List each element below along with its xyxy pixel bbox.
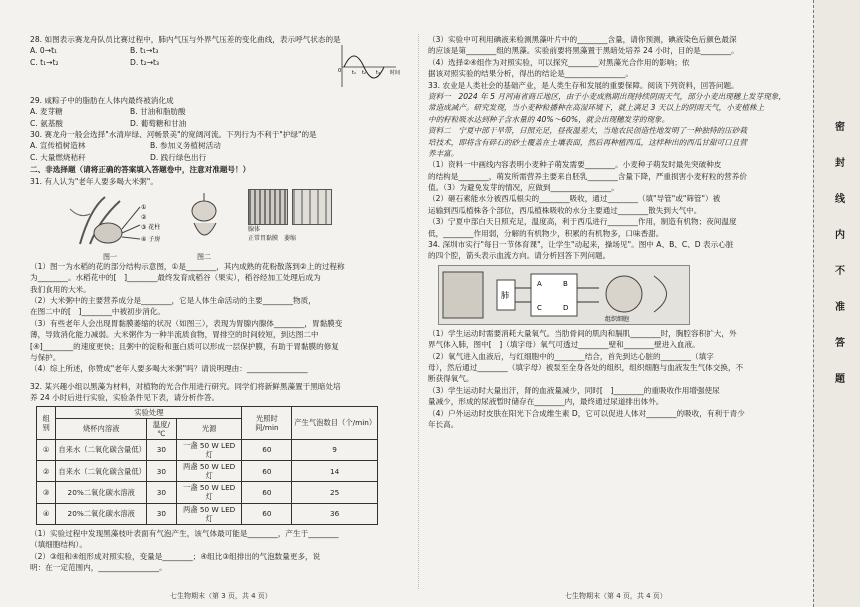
fig2-caption: 图二: [197, 253, 211, 262]
q31-part3d: 与保护。: [30, 353, 61, 363]
q32-part3: （3）实验中可利用碘液来检测黑藻叶片中的________含量，请你预测，碘液染色后颜色最深: [428, 35, 737, 44]
cell: 14: [292, 461, 378, 482]
cell: 60: [242, 439, 292, 460]
q32-part4: （4）选择②④组作为对照实验，可以探究________对黑藻光合作用的影响；依: [428, 57, 690, 67]
seal-char: 答: [835, 338, 845, 349]
q33-part3: （3）宁夏中部白天日照充足，温度高，利于西瓜进行________作用，制造有机物；夜间温度: [428, 217, 737, 227]
seal-char: 密: [835, 122, 845, 133]
q28-option-c[interactable]: C. t₁→t₂: [30, 57, 59, 67]
cell: 一盏 50 W LED 灯: [176, 482, 242, 503]
q31-part3b: 薄，导致消化能力减弱。大米粥作为一种半流质食物，胃排空的时间较短，到达图二中: [30, 330, 319, 340]
q31-part1b: 为________。水稻花中的[ ]________最终发育成稻谷（果实），稻谷经加工处理后成为: [30, 273, 321, 283]
q28-options: [30, 45, 230, 94]
table-row: [37, 503, 378, 524]
seal-line-strip: [813, 0, 860, 607]
q31-part3c: [④]________的速度更快；且粥中的淀粉和蛋白质可以形成一层保护膜，有助于胃黏膜的修复: [30, 341, 339, 351]
fig1-label-2: ②: [141, 213, 147, 221]
q32-part3b: 的应该是第________组的黑藻。实验前要将黑藻置于黑暗处培养 24 小时，目的是________。: [428, 46, 739, 56]
column-divider: [418, 34, 419, 589]
q32-part2b: 明：在一定范围内，________________。: [30, 562, 167, 572]
digestive-system-diagram: [174, 189, 234, 249]
q34-part3b: 量减少，形成的尿液暂时储存在________内，最终通过尿道排出体外。: [428, 397, 664, 407]
cell: 20%二氧化碳水溶液: [56, 503, 147, 524]
seal-char: 题: [835, 374, 845, 385]
q33-part1c: 值。（3）为避免发芽的情况，应做到________________。: [428, 183, 619, 193]
q32-part4b: 据该对照实验的结果分析，得出的结论是________________。: [428, 69, 634, 79]
chart-tick-t2: t₂: [362, 70, 366, 77]
q31-part2b: 在图二中的[ ]________中被初步消化。: [30, 307, 166, 317]
q34-part2: （2）氧气进入血液后，与红细胞中的________结合，首先到达心脏的________（填字: [428, 351, 714, 361]
q33-part1: （1）资料一中画线内容表明小麦种子萌发需要________。小麦种子萌发时最先突破种皮: [428, 160, 722, 170]
q30-stem: 30. 赛龙舟一般会选择"水清岸绿、河畅景美"的宽阔河流。下列行为不利于"护绿"的是: [30, 129, 317, 139]
q33-part2b: 运输到西瓜植株各个部位，西瓜植株吸收的水分主要通过________散失到大气中。: [428, 205, 702, 215]
fig1-label-4: ④ 子房: [141, 235, 160, 243]
cell: 60: [242, 461, 292, 482]
seal-line-text: [834, 110, 846, 398]
cell: 30: [147, 439, 177, 460]
fig3-label-gland: 腺体: [248, 225, 261, 233]
cell: 30: [147, 503, 177, 524]
chart-tick-t3: t₃: [376, 70, 380, 77]
q30-options: [30, 140, 270, 163]
q33-part3b: 低，________作用弱，分解的有机物少，积累的有机物多，口味香甜。: [428, 228, 664, 238]
q34-part1b: 界气体入肺，图中[ ]（填字母）氧气可透过________壁和________壁进入血液。: [428, 340, 700, 350]
section-2-heading: 二、非选择题（请将正确的答案填入答题卷中，注意对准题号！）: [30, 165, 251, 175]
th-light-source: 光源: [176, 418, 242, 439]
q28-stem: 28. 如图表示赛龙舟队员比赛过程中，肺内气压与外界气压差的变化曲线，表示呼气状态的是: [30, 35, 341, 44]
q34-part4: （4）户外运动时皮肤在阳光下合成维生素 D，它可以促进人体对________的吸收，有利于青少: [428, 408, 745, 418]
seal-char: 线: [835, 194, 845, 205]
page-footer-right: 七生物期末（第 4 页，共 4 页）: [565, 592, 667, 600]
q29-stem: 29. 咸粽子中的脂肪在人体内最终被消化成: [30, 95, 174, 105]
q33-material1: 资料一 2024 年 5 月河南省商丘地区，由于小麦成熟期出现持续阴雨天气，部分小麦出现穗上发芽现象，: [428, 91, 786, 101]
q31-part2: （2）大米粥中的主要营养成分是________，它是人体生命活动的主要________物质，: [30, 296, 316, 306]
cell: 60: [242, 503, 292, 524]
q32-stem2: 养 24 小时后进行实验，实验条件见下表，请分析作答。: [30, 393, 220, 403]
q28-option-d[interactable]: D. t₂→t₃: [130, 57, 160, 67]
q33-material2c: 养丰富。: [428, 148, 459, 158]
cell: 自来水（二氧化碳含量低）: [56, 461, 147, 482]
chamber-a-label: A: [537, 279, 542, 288]
q33-part1b: 的结构是________，萌发所需营养主要来自胚乳________含量下降，严重损害小麦籽粒的营养价: [428, 171, 747, 181]
right-column: [428, 34, 802, 430]
q32-stem: 32. 某兴趣小组以黑藻为材料，对植物的光合作用进行研究。同学们将新鲜黑藻置于黑暗处培: [30, 381, 341, 391]
q33-material1c: 中的籽粒吸水达到种子含水量的 40%～60%，就会出现穗发芽的现象。: [428, 114, 670, 124]
seal-char: 封: [835, 158, 845, 169]
table-row: [37, 482, 378, 503]
chart-tick-t1: t₁: [352, 70, 356, 77]
q31-part1: （1）图一为水稻的花的部分结构示意图，①是________，其内成熟的花粉散落到②上的过程称: [30, 261, 345, 271]
q28-block: [30, 45, 408, 94]
chamber-d-label: D: [563, 303, 569, 312]
cell: ①: [37, 439, 56, 460]
q33-part2: （2）砸石素能水分被西瓜根尖的________吸收，通过________（填"导管"或"筛管"）被: [428, 194, 721, 204]
q34-part1: （1）学生运动时需要消耗大量氧气。当肋骨间的肌肉和膈肌________时，胸腔容积扩大，外: [428, 328, 737, 338]
q33-stem: 33. 农业是人类社会的基础产业，是人类生存和发展的重要保障。阅读下列资料，回答问题。: [428, 80, 739, 90]
heart-circulation-svg: [439, 266, 689, 324]
table-row: [37, 461, 378, 482]
rice-flower-diagram: [60, 189, 160, 249]
q31-part1c: 我们食用的大米。: [30, 284, 91, 294]
q28-option-b[interactable]: B. t₁→t₃: [130, 46, 159, 56]
q32-part1: （1）实验过程中发现黑藻枝叶表面有气泡产生，该气体最可能是________，产生于________: [30, 528, 339, 538]
q31-part3: （3）有些老年人会出现胃黏膜萎缩的状况（如图三），表现为胃腺内腺体________，胃黏膜变: [30, 318, 343, 328]
chamber-b-label: B: [563, 279, 568, 288]
q29-option-a[interactable]: A. 麦芽糖: [30, 107, 63, 117]
experiment-table: [36, 406, 378, 525]
q28-pressure-chart: [330, 41, 400, 94]
cell: 60: [242, 482, 292, 503]
th-bubbles: 产生气泡数目（个/min）: [292, 406, 378, 439]
cell: 36: [292, 503, 378, 524]
q30-option-c[interactable]: C. 大量燃烧秸秆: [30, 152, 86, 162]
q31-part4: （4）综上所述，你赞成"老年人要多喝大米粥"吗？请说明理由：________________: [30, 364, 308, 374]
th-light-time: 光照时间/min: [242, 406, 292, 439]
rice-flower-figure: [60, 189, 160, 262]
chart-x-label: 时间: [390, 70, 400, 77]
q30-option-b[interactable]: B. 参加义务植树活动: [150, 141, 221, 151]
q34-stem2: 的四个腔，箭头表示血流方向。请分析回答下列问题。: [428, 251, 611, 261]
q34-part2c: 断获得氧气。: [428, 374, 474, 384]
q34-part3: （3）学生运动时大量出汗，肾的血液量减少，同时[ ]________的重吸收作用增强使尿: [428, 385, 720, 395]
th-temperature: 温度/℃: [147, 418, 177, 439]
q30-option-a[interactable]: A. 宣传植树造林: [30, 141, 86, 151]
fig1-caption: 图一: [103, 253, 117, 262]
q33-material2b: 培技术，即将含有碎石的砂土覆盖在土壤表面，然后再种植西瓜，这样种出的西瓜甘甜可口且营: [428, 137, 747, 147]
page-footer-left: 七生物期末（第 3 页，共 4 页）: [170, 592, 272, 600]
cell: 两盏 50 W LED 灯: [176, 503, 242, 524]
cell: 20%二氧化碳水溶液: [56, 482, 147, 503]
left-column: [30, 34, 408, 573]
q29-option-b[interactable]: B. 甘油和脂肪酸: [130, 107, 186, 117]
cell: 一盏 50 W LED 灯: [176, 439, 242, 460]
th-treatment: 实验处理: [56, 406, 242, 418]
q29-option-c[interactable]: C. 氨基酸: [30, 118, 63, 128]
cell: ②: [37, 461, 56, 482]
q29-option-d[interactable]: D. 葡萄糖和甘油: [130, 118, 187, 128]
pressure-curve-figure: [330, 41, 400, 91]
q33-material2: 资料二 宁夏中部干旱带，日照充足，昼夜温差大，当地农民创造性地发明了一种独特的压砂栽: [428, 126, 747, 136]
fig3-label-atrophy: 萎缩: [284, 234, 297, 242]
chart-tick-0: 0: [338, 68, 342, 75]
cell: 自来水（二氧化碳含量低）: [56, 439, 147, 460]
fig3-label-normal: 正常胃黏膜: [248, 234, 279, 242]
cell: ③: [37, 482, 56, 503]
cell: 30: [147, 482, 177, 503]
fig1-label-1: ①: [141, 203, 147, 211]
q28-option-a[interactable]: A. 0→t₁: [30, 46, 58, 56]
q32-part1b: （填细胞结构）。: [30, 540, 87, 550]
q31-figures: [60, 189, 408, 262]
q31-stem: 31. 有人认为"老年人要多喝大米粥"。: [30, 176, 158, 186]
circulation-diagram: [438, 265, 690, 325]
seal-char: 不: [835, 266, 845, 277]
lung-label: 肺: [501, 290, 509, 300]
atrophic-mucosa-image: [292, 189, 332, 225]
cell: 9: [292, 439, 378, 460]
q30-option-d[interactable]: D. 践行绿色出行: [150, 152, 207, 162]
table-row: [37, 439, 378, 460]
normal-mucosa-image: [248, 189, 288, 225]
q34-stem: 34. 深圳市实行"每日一节体育课"，让学生"动起来，操场见"。图中 A、B、C、D 表示心脏: [428, 240, 734, 250]
cell: 25: [292, 482, 378, 503]
q34-part4b: 年长高。: [428, 419, 459, 429]
tissue-cells-label: 组织细胞: [605, 315, 630, 323]
cell: ④: [37, 503, 56, 524]
fig1-label-3: ③ 花柱: [141, 223, 160, 231]
chamber-c-label: C: [537, 303, 542, 312]
seal-char: 内: [835, 230, 845, 241]
q33-material1b: 常造成减产。研究发现，当小麦种粒播种在高湿环境下，就上满足 3 天以上的阴雨天气，小麦植株上: [428, 103, 765, 113]
cell: 30: [147, 461, 177, 482]
digestive-figure: [174, 189, 234, 262]
gastric-mucosa-figure: [248, 189, 358, 259]
th-solution: 烧杯内溶液: [56, 418, 147, 439]
q34-part2b: 母），然后通过________（填字母）被泵至全身各处的组织，组织细胞与血液发生气体交换，不: [428, 362, 744, 372]
q32-part2: （2）③组和④组形成对照实验，变量是________；④组比③组排出的气泡数量更多，说: [30, 551, 321, 561]
mucosa-images: [248, 189, 358, 225]
cell: 两盏 50 W LED 灯: [176, 461, 242, 482]
th-group: 组别: [37, 406, 56, 439]
fig3-labels: [248, 234, 358, 243]
seal-char: 准: [835, 302, 845, 313]
q29-options: [30, 106, 230, 129]
